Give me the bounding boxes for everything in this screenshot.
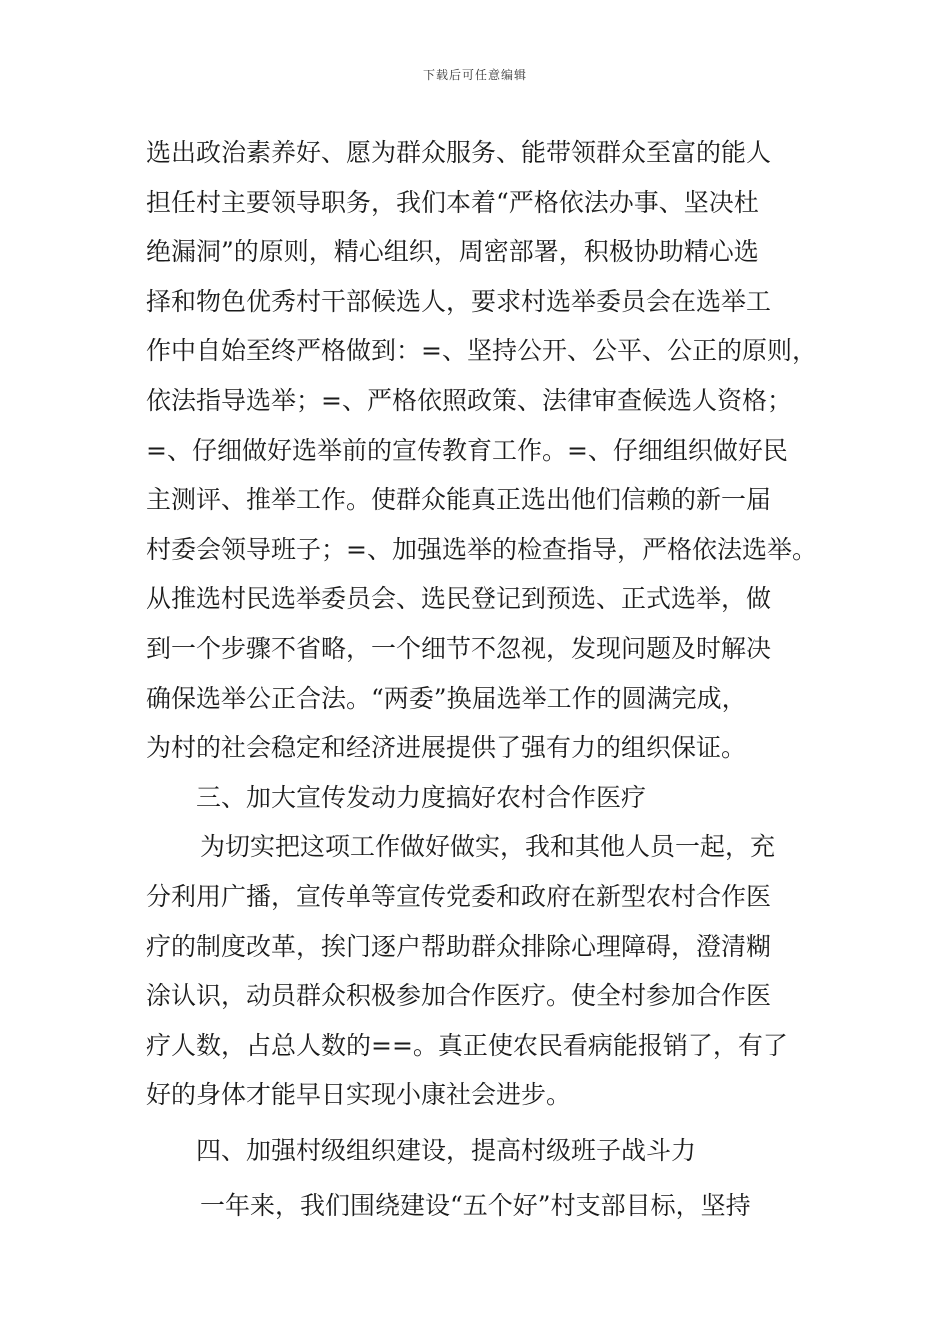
text-line: 好的身体才能早日实现小康社会进步。	[146, 1080, 572, 1110]
text-line: 疗的制度改革，挨门逐户帮助群众排除心理障碍，澄清糊	[146, 931, 772, 961]
text-line: 担任村主要领导职务，我们本着“严格依法办事、坚决杜	[146, 187, 759, 217]
section-heading-4: 四、加强村级组织建设，提高村级班子战斗力	[196, 1135, 697, 1165]
text-line: 作中自始至终严格做到：=、坚持公开、公平、公正的原则，	[146, 336, 817, 366]
text-line: 绝漏洞”的原则，精心组织，周密部署，积极协助精心选	[146, 237, 759, 267]
text-line: 从推选村民选举委员会、选民登记到预选、正式选举，做	[146, 584, 772, 614]
text-line: 确保选举公正合法。“两委”换届选举工作的圆满完成，	[146, 683, 747, 713]
text-line: 涂认识，动员群众积极参加合作医疗。使全村参加合作医	[146, 981, 772, 1011]
text-line: 分利用广播，宣传单等宣传党委和政府在新型农村合作医	[146, 881, 772, 911]
document-body	[146, 128, 818, 1231]
text-line: 为切实把这项工作做好做实，我和其他人员一起，充	[200, 832, 776, 862]
text-line: 依法指导选举；=、严格依照政策、法律审查候选人资格；	[146, 385, 792, 415]
text-line: 择和物色优秀村干部候选人，要求村选举委员会在选举工	[146, 286, 772, 316]
section-heading-3: 三、加大宣传发动力度搞好农村合作医疗	[196, 782, 647, 812]
text-line: 一年来，我们围绕建设“五个好”村支部目标，坚持	[200, 1191, 751, 1221]
text-line: 选出政治素养好、愿为群众服务、能带领群众至富的能人	[146, 138, 772, 167]
text-line: 疗人数，占总人数的==。真正使农民看病能报销了，有了	[146, 1030, 788, 1060]
text-line: 为村的社会稳定和经济进展提供了强有力的组织保证。	[146, 733, 747, 763]
text-line: 到一个步骤不省略，一个细节不忽视，发现问题及时解决	[146, 633, 772, 663]
text-line: 村委会领导班子；=、加强选举的检查指导，严格依法选举。	[146, 534, 817, 564]
page-header-note: 下载后可任意编辑	[422, 68, 527, 82]
text-line: 主测评、推举工作。使群众能真正选出他们信赖的新一届	[146, 485, 772, 515]
text-line: =、仔细做好选举前的宣传教育工作。=、仔细组织做好民	[146, 435, 788, 465]
